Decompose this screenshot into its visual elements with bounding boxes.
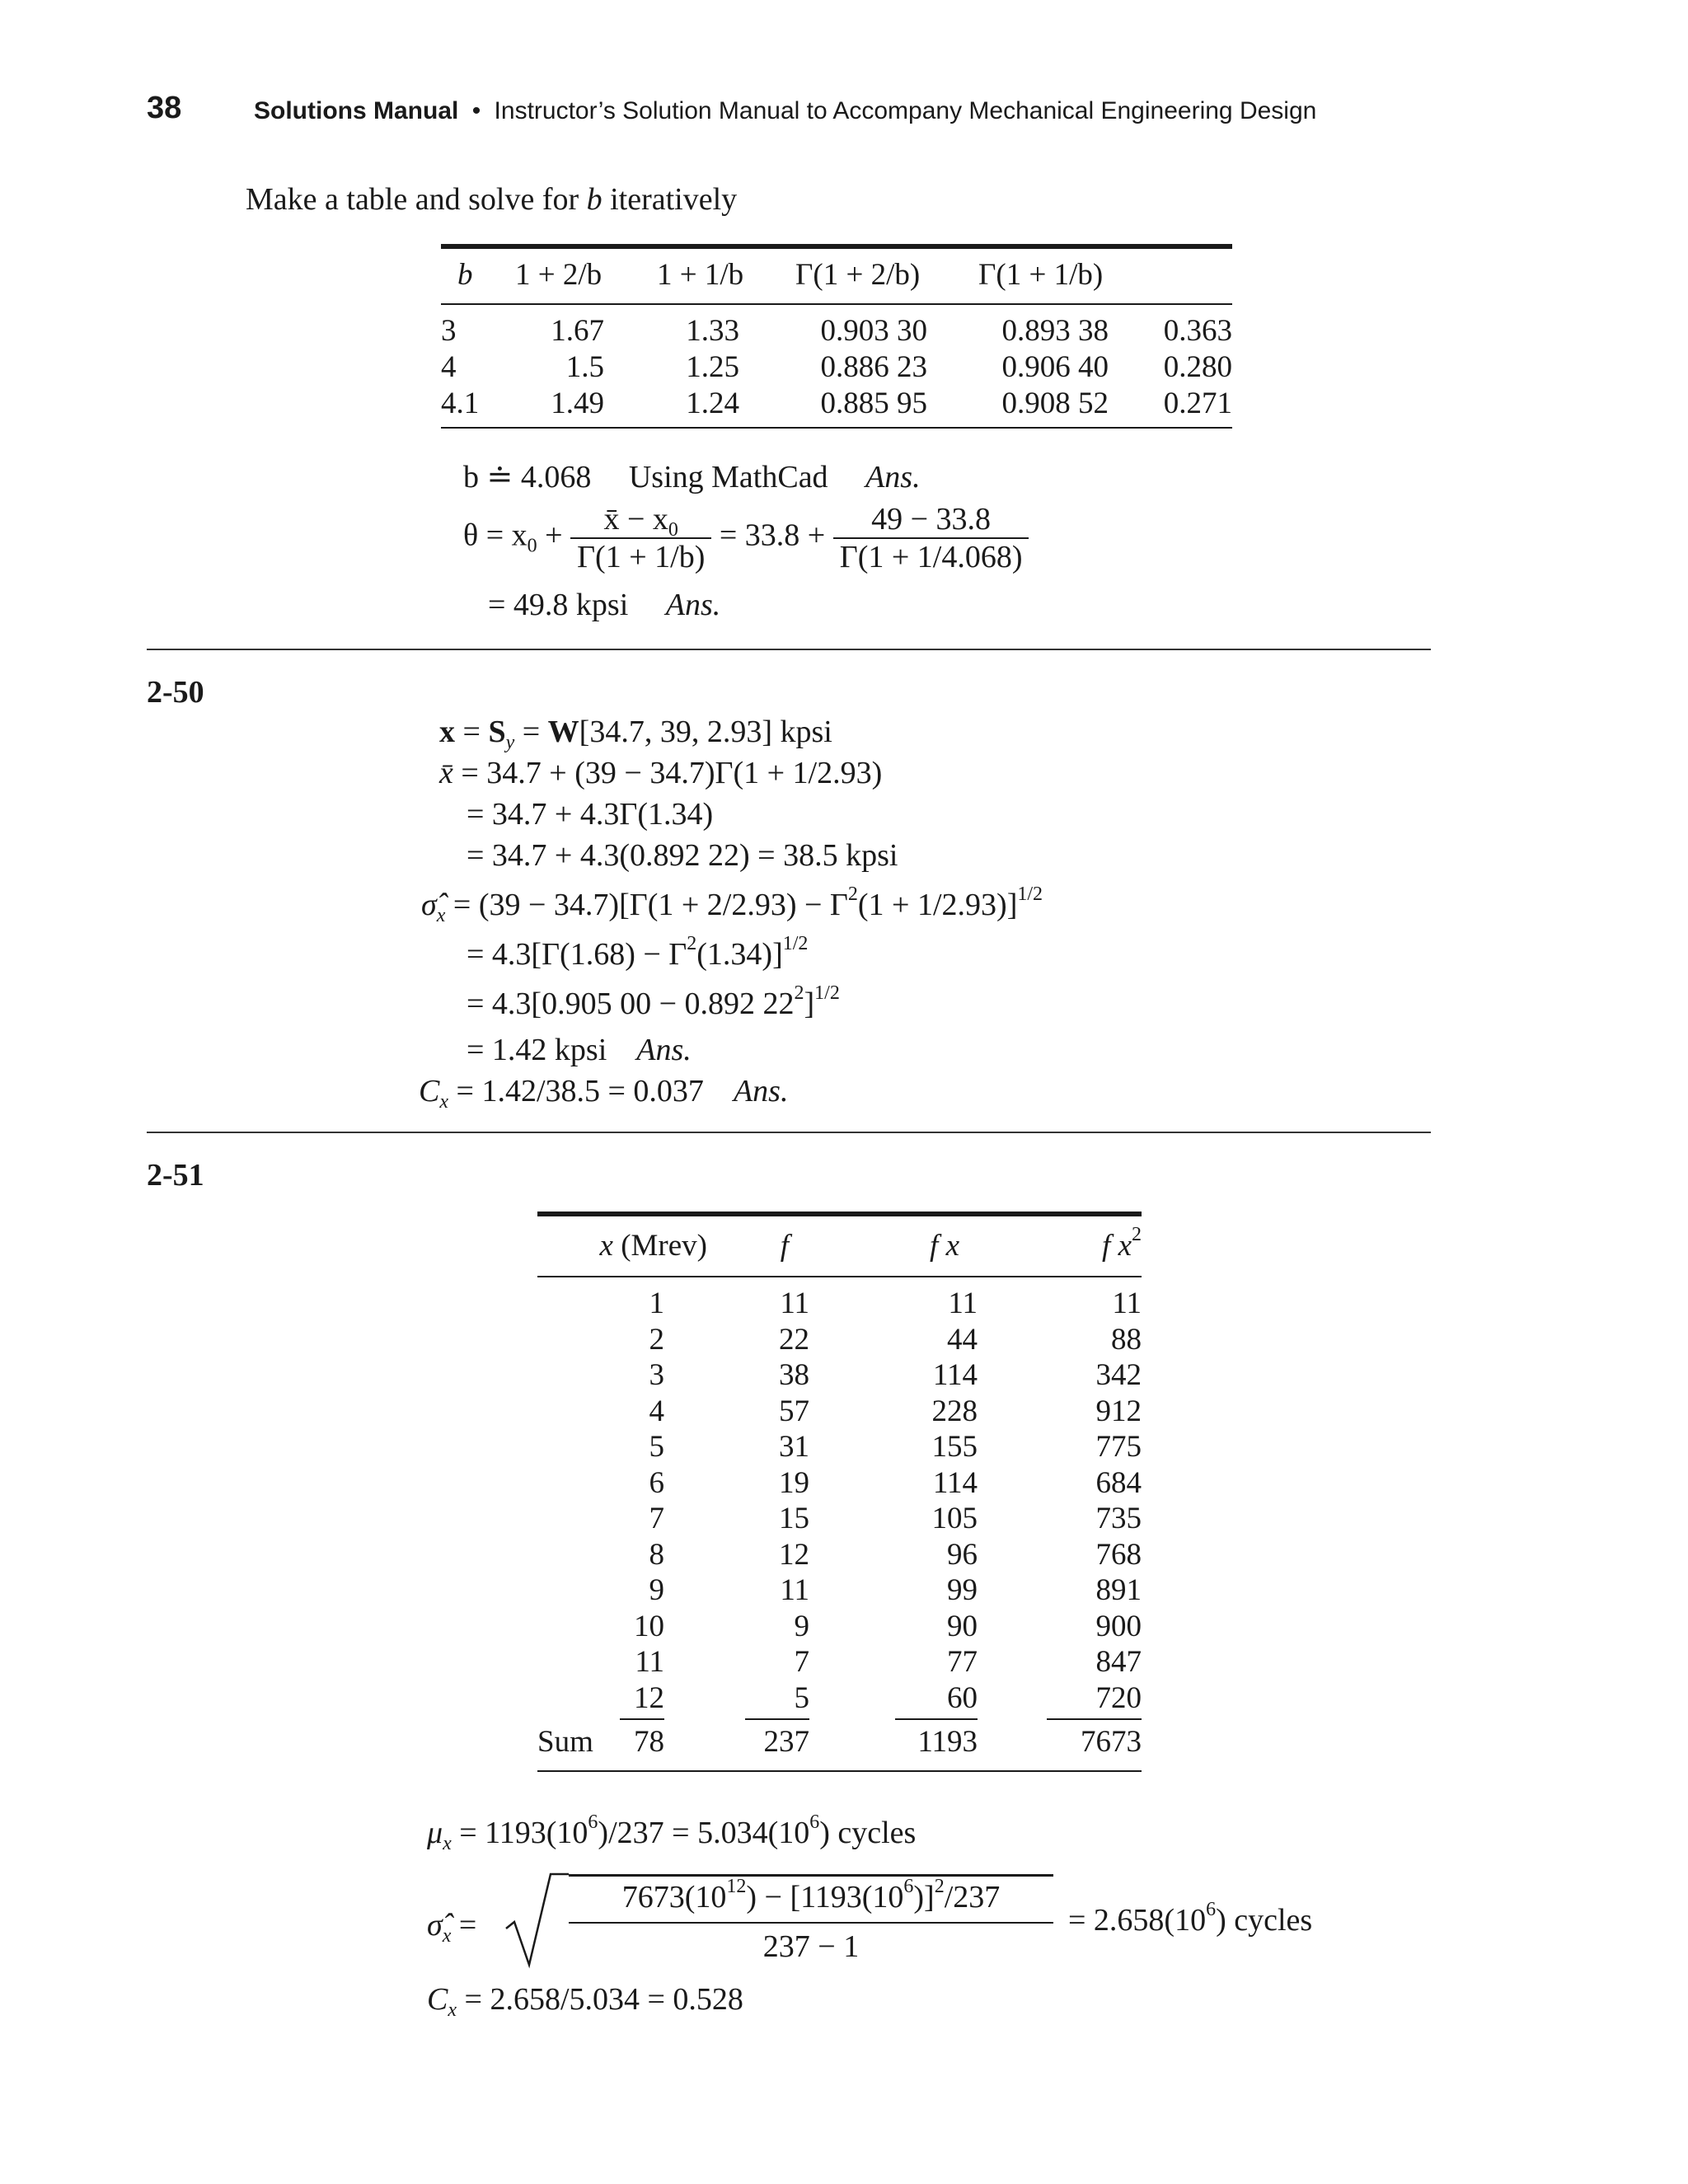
table-cell: 1.24 bbox=[686, 387, 739, 420]
table-cell: 0.906 40 bbox=[1001, 350, 1109, 384]
subscript-x: x bbox=[436, 905, 446, 926]
sup: 6 bbox=[1206, 1899, 1217, 1920]
table-cell: 9 bbox=[794, 1609, 809, 1643]
line6-a: = 4.3[Γ(1.68) − Γ bbox=[467, 937, 687, 972]
var-C: C bbox=[427, 1982, 448, 2017]
book-full-title: Instructor’s Solution Manual to Accompany Mechanical Engineering Design bbox=[494, 97, 1317, 124]
table-cell: 342 bbox=[1095, 1358, 1142, 1392]
sum-cell: 78 bbox=[634, 1725, 664, 1759]
table-cell: 105 bbox=[931, 1502, 978, 1535]
equals: = bbox=[451, 1908, 477, 1943]
table-bottom-rule bbox=[441, 427, 1232, 429]
sigma-rhs-b: ) cycles bbox=[1216, 1903, 1313, 1938]
table-cell: 90 bbox=[947, 1609, 978, 1643]
table-header-cell: b bbox=[457, 258, 473, 292]
sigma-equation bbox=[427, 1871, 1334, 1970]
table-cell: 12 bbox=[779, 1537, 809, 1572]
b-method: Using MathCad bbox=[628, 460, 828, 494]
line5-a: = (39 − 34.7)[Γ(1 + 2/2.93) − Γ bbox=[445, 888, 848, 922]
eq-250-line4: = 34.7 + 4.3(0.892 22) = 38.5 kpsi bbox=[467, 838, 898, 873]
table-cell: 7 bbox=[794, 1645, 809, 1679]
intro-text-after: iteratively bbox=[602, 182, 738, 217]
fraction-2-denominator: Γ(1 + 1/4.068) bbox=[839, 540, 1023, 574]
sum-cell: 237 bbox=[763, 1725, 809, 1759]
table-top-rule bbox=[441, 244, 1232, 249]
table-cell: 1.33 bbox=[686, 314, 739, 348]
answer-tag: Ans. bbox=[665, 588, 721, 622]
table-header-cell: Γ(1 + 2/b) bbox=[795, 258, 921, 292]
table-cell: 114 bbox=[932, 1465, 978, 1500]
sup: 6 bbox=[588, 1811, 598, 1833]
sup: 12 bbox=[726, 1876, 747, 1897]
num-b: ) − [1193(10 bbox=[746, 1880, 904, 1915]
table-cell: 57 bbox=[779, 1394, 809, 1428]
table-header-cell: x (Mrev) bbox=[599, 1229, 707, 1263]
sigma-lhs bbox=[427, 1907, 477, 1947]
mu: μ bbox=[427, 1816, 443, 1850]
sup: 2 bbox=[794, 982, 804, 1004]
table-cell: 7 bbox=[649, 1502, 664, 1535]
header-fx2-text: f x bbox=[1102, 1229, 1132, 1263]
table-cell: 0.363 bbox=[1163, 314, 1232, 348]
table-cell: 155 bbox=[931, 1430, 978, 1464]
sup: 2 bbox=[934, 1876, 945, 1897]
table-header-cell: 1 + 2/b bbox=[515, 258, 603, 292]
fraction-bar bbox=[569, 1922, 1053, 1924]
line7-b: ] bbox=[804, 987, 815, 1021]
table-header-cell: 1 + 1/b bbox=[657, 258, 744, 292]
table-cell: 684 bbox=[1095, 1465, 1142, 1500]
section-divider bbox=[147, 1132, 1431, 1133]
subscript-x: x bbox=[443, 1833, 452, 1854]
line5-b: (1 + 1/2.93)] bbox=[857, 888, 1018, 922]
table-cell: 4 bbox=[649, 1394, 664, 1428]
table-cell: 4 bbox=[441, 350, 457, 384]
sigma-hat: σ̂ bbox=[427, 1908, 443, 1943]
line6-b: (1.34)] bbox=[696, 937, 783, 972]
theta-equation bbox=[463, 501, 1029, 575]
table-cell: 0.908 52 bbox=[1001, 387, 1109, 420]
table-cell: 891 bbox=[1095, 1573, 1142, 1607]
table-cell: 0.280 bbox=[1163, 350, 1232, 384]
sup: 6 bbox=[809, 1811, 820, 1833]
table-header-cell: f bbox=[780, 1229, 789, 1263]
table-cell: 735 bbox=[1095, 1502, 1142, 1535]
sum-underline bbox=[1047, 1718, 1142, 1720]
table-header-cell: f x bbox=[930, 1229, 959, 1263]
page-number: 38 bbox=[147, 91, 182, 125]
sum-underline bbox=[895, 1718, 978, 1720]
sup: 1/2 bbox=[1017, 883, 1043, 905]
subscript-y: y bbox=[505, 732, 515, 753]
table-cell: 5 bbox=[794, 1680, 809, 1715]
eq-250-line5 bbox=[421, 883, 1043, 926]
b-result-line bbox=[463, 458, 921, 495]
table-cell: 8 bbox=[649, 1537, 664, 1572]
equals: = bbox=[514, 715, 548, 749]
table-cell: 0.885 95 bbox=[820, 387, 927, 420]
book-short-title: Solutions Manual bbox=[254, 97, 459, 124]
eq-250-line8 bbox=[467, 1032, 692, 1068]
table-cell: 228 bbox=[931, 1394, 978, 1428]
theta-lhs: θ = x bbox=[463, 518, 528, 553]
sigma-rhs-a: = 2.658(10 bbox=[1068, 1903, 1207, 1938]
table-cell: 1 bbox=[649, 1286, 664, 1320]
fraction-1-denominator: Γ(1 + 1/b) bbox=[577, 540, 706, 574]
table-cell: 0.903 30 bbox=[820, 314, 927, 348]
table-top-rule bbox=[537, 1212, 1142, 1216]
sigma-numerator bbox=[569, 1876, 1053, 1915]
subscript-x: x bbox=[442, 1925, 452, 1947]
table-cell: 31 bbox=[779, 1430, 809, 1464]
weibull-params: [34.7, 39, 2.93] kpsi bbox=[579, 715, 832, 749]
table-row bbox=[441, 349, 1232, 386]
sum-underline bbox=[620, 1718, 664, 1720]
sum-cell: 7673 bbox=[1081, 1725, 1142, 1759]
subscript-x: x bbox=[448, 1999, 457, 2021]
table-cell: 11 bbox=[1112, 1286, 1142, 1320]
mu-rhs-c: ) cycles bbox=[819, 1816, 917, 1850]
eq-250-line3: = 34.7 + 4.3Γ(1.34) bbox=[467, 797, 714, 832]
x-bar: x̄ bbox=[439, 756, 453, 790]
table-cell: 0.886 23 bbox=[820, 350, 927, 384]
sum-underline bbox=[745, 1718, 809, 1720]
table-row bbox=[441, 313, 1232, 349]
table-cell: 44 bbox=[947, 1322, 978, 1357]
table-cell: 10 bbox=[634, 1609, 664, 1643]
table-header-row bbox=[441, 257, 1232, 295]
table-cell: 775 bbox=[1095, 1430, 1142, 1464]
equals: = bbox=[455, 715, 489, 749]
table-cell: 1.5 bbox=[565, 350, 604, 384]
table-cell: 1.67 bbox=[551, 314, 604, 348]
table-cell: 900 bbox=[1095, 1609, 1142, 1643]
header-x-text: (Mrev) bbox=[612, 1229, 707, 1263]
var-C: C bbox=[419, 1074, 440, 1108]
num-d: /237 bbox=[944, 1880, 1001, 1915]
problem-label-2-51: 2-51 bbox=[147, 1158, 204, 1193]
table-cell: 5 bbox=[649, 1430, 664, 1464]
fraction-2-numerator: 49 − 33.8 bbox=[833, 501, 1029, 539]
answer-tag: Ans. bbox=[733, 1074, 789, 1108]
table-cell: 11 bbox=[948, 1286, 978, 1320]
table-cell: 1.25 bbox=[686, 350, 739, 384]
eq-250-line6 bbox=[467, 933, 809, 972]
table-cell: 22 bbox=[779, 1322, 809, 1357]
table-cell: 847 bbox=[1095, 1645, 1142, 1679]
mu-rhs-a: = 1193(10 bbox=[451, 1816, 588, 1850]
table-header-cell bbox=[537, 1224, 1142, 1263]
line7-a: = 4.3[0.905 00 − 0.892 22 bbox=[467, 987, 795, 1021]
sup: 1/2 bbox=[782, 933, 809, 954]
section-divider bbox=[147, 649, 1431, 650]
problem-label-2-50: 2-50 bbox=[147, 675, 204, 710]
cx-rhs: = 2.658/5.034 = 0.528 bbox=[457, 1982, 743, 2017]
sup: 1/2 bbox=[814, 982, 840, 1004]
table-cell: 11 bbox=[635, 1645, 664, 1679]
var-S-bold: S bbox=[488, 715, 506, 749]
theta-result: = 49.8 kpsi bbox=[488, 588, 629, 622]
header-separator: • bbox=[471, 97, 481, 124]
table-cell: 6 bbox=[649, 1465, 664, 1500]
sup: 2 bbox=[687, 933, 697, 954]
table-cell: 720 bbox=[1095, 1680, 1142, 1715]
line9-rhs: = 1.42/38.5 = 0.037 bbox=[448, 1074, 704, 1108]
equation-middle: = 33.8 + bbox=[719, 518, 826, 553]
intro-text-before: Make a table and solve for bbox=[246, 182, 587, 217]
sup: 2 bbox=[847, 883, 858, 905]
fraction-2 bbox=[833, 501, 1029, 575]
table-cell: 88 bbox=[1111, 1322, 1142, 1357]
table-cell: 99 bbox=[947, 1573, 978, 1607]
table-cell: 19 bbox=[779, 1465, 809, 1500]
table-cell: 38 bbox=[779, 1358, 809, 1392]
table-cell: 114 bbox=[932, 1358, 978, 1392]
table-row bbox=[441, 386, 1232, 422]
sum-cell: 1193 bbox=[917, 1725, 978, 1759]
eq-250-line2 bbox=[439, 755, 882, 791]
intro-text bbox=[246, 181, 737, 218]
fraction-1-numerator-sub: 0 bbox=[668, 519, 678, 541]
table-cell: 4.1 bbox=[441, 387, 480, 420]
sqrt-sign bbox=[503, 1871, 569, 1970]
table-cell: 3 bbox=[649, 1358, 664, 1392]
theta-result-line bbox=[488, 587, 720, 623]
table-bottom-rule bbox=[537, 1770, 1142, 1772]
sum-label: Sum bbox=[537, 1725, 593, 1759]
table-cell: 0.271 bbox=[1163, 387, 1232, 420]
table-header-rule bbox=[441, 303, 1232, 305]
sup: 6 bbox=[903, 1876, 914, 1897]
sqrt-overline bbox=[569, 1874, 1053, 1877]
sigma-denominator: 237 − 1 bbox=[762, 1929, 860, 1964]
cx-equation bbox=[427, 1981, 743, 2021]
table-cell: 77 bbox=[947, 1645, 978, 1679]
table-cell: 0.893 38 bbox=[1001, 314, 1109, 348]
table-cell: 912 bbox=[1095, 1394, 1142, 1428]
sigma-rhs bbox=[1068, 1899, 1313, 1938]
num-c: )] bbox=[913, 1880, 935, 1915]
table-cell: 15 bbox=[779, 1502, 809, 1535]
theta-sub: 0 bbox=[527, 535, 537, 557]
var-W-bold: W bbox=[547, 715, 579, 749]
theta-plus: + bbox=[537, 518, 563, 553]
running-head bbox=[254, 97, 1316, 125]
table-cell: 2 bbox=[649, 1322, 664, 1357]
eq-250-line1 bbox=[439, 714, 832, 753]
intro-var: b bbox=[586, 182, 603, 217]
answer-tag: Ans. bbox=[865, 460, 921, 494]
table-cell: 12 bbox=[634, 1680, 664, 1715]
mu-equation bbox=[427, 1811, 917, 1854]
table-cell: 3 bbox=[441, 314, 457, 348]
sigma-hat: σ̂ bbox=[421, 888, 437, 922]
mu-rhs-b: )/237 = 5.034(10 bbox=[598, 1816, 810, 1850]
eq-250-line7 bbox=[467, 982, 840, 1022]
subscript-x: x bbox=[439, 1091, 449, 1113]
table-cell: 9 bbox=[649, 1573, 664, 1607]
fraction-1 bbox=[570, 501, 711, 575]
answer-tag: Ans. bbox=[636, 1033, 692, 1067]
fraction-1-numerator: x̄ − x bbox=[603, 502, 668, 537]
table-header-rule bbox=[537, 1276, 1142, 1277]
table-header-cell: Γ(1 + 1/b) bbox=[978, 258, 1104, 292]
table-cell: 11 bbox=[780, 1286, 809, 1320]
var-x-bold: x bbox=[439, 715, 455, 749]
table-cell: 768 bbox=[1095, 1537, 1142, 1572]
table-cell: 1.49 bbox=[551, 387, 604, 420]
table-cell: 96 bbox=[947, 1537, 978, 1572]
table-cell: 60 bbox=[947, 1680, 978, 1715]
b-result: b ≐ 4.068 bbox=[463, 460, 592, 494]
line2-rhs: = 34.7 + (39 − 34.7)Γ(1 + 1/2.93) bbox=[452, 756, 883, 790]
num-a: 7673(10 bbox=[621, 1880, 727, 1915]
table-cell: 11 bbox=[780, 1573, 809, 1607]
line8: = 1.42 kpsi bbox=[467, 1033, 607, 1067]
eq-250-line9 bbox=[419, 1073, 789, 1113]
header-sup: 2 bbox=[1132, 1224, 1142, 1245]
frequency-table bbox=[537, 1212, 1142, 1772]
